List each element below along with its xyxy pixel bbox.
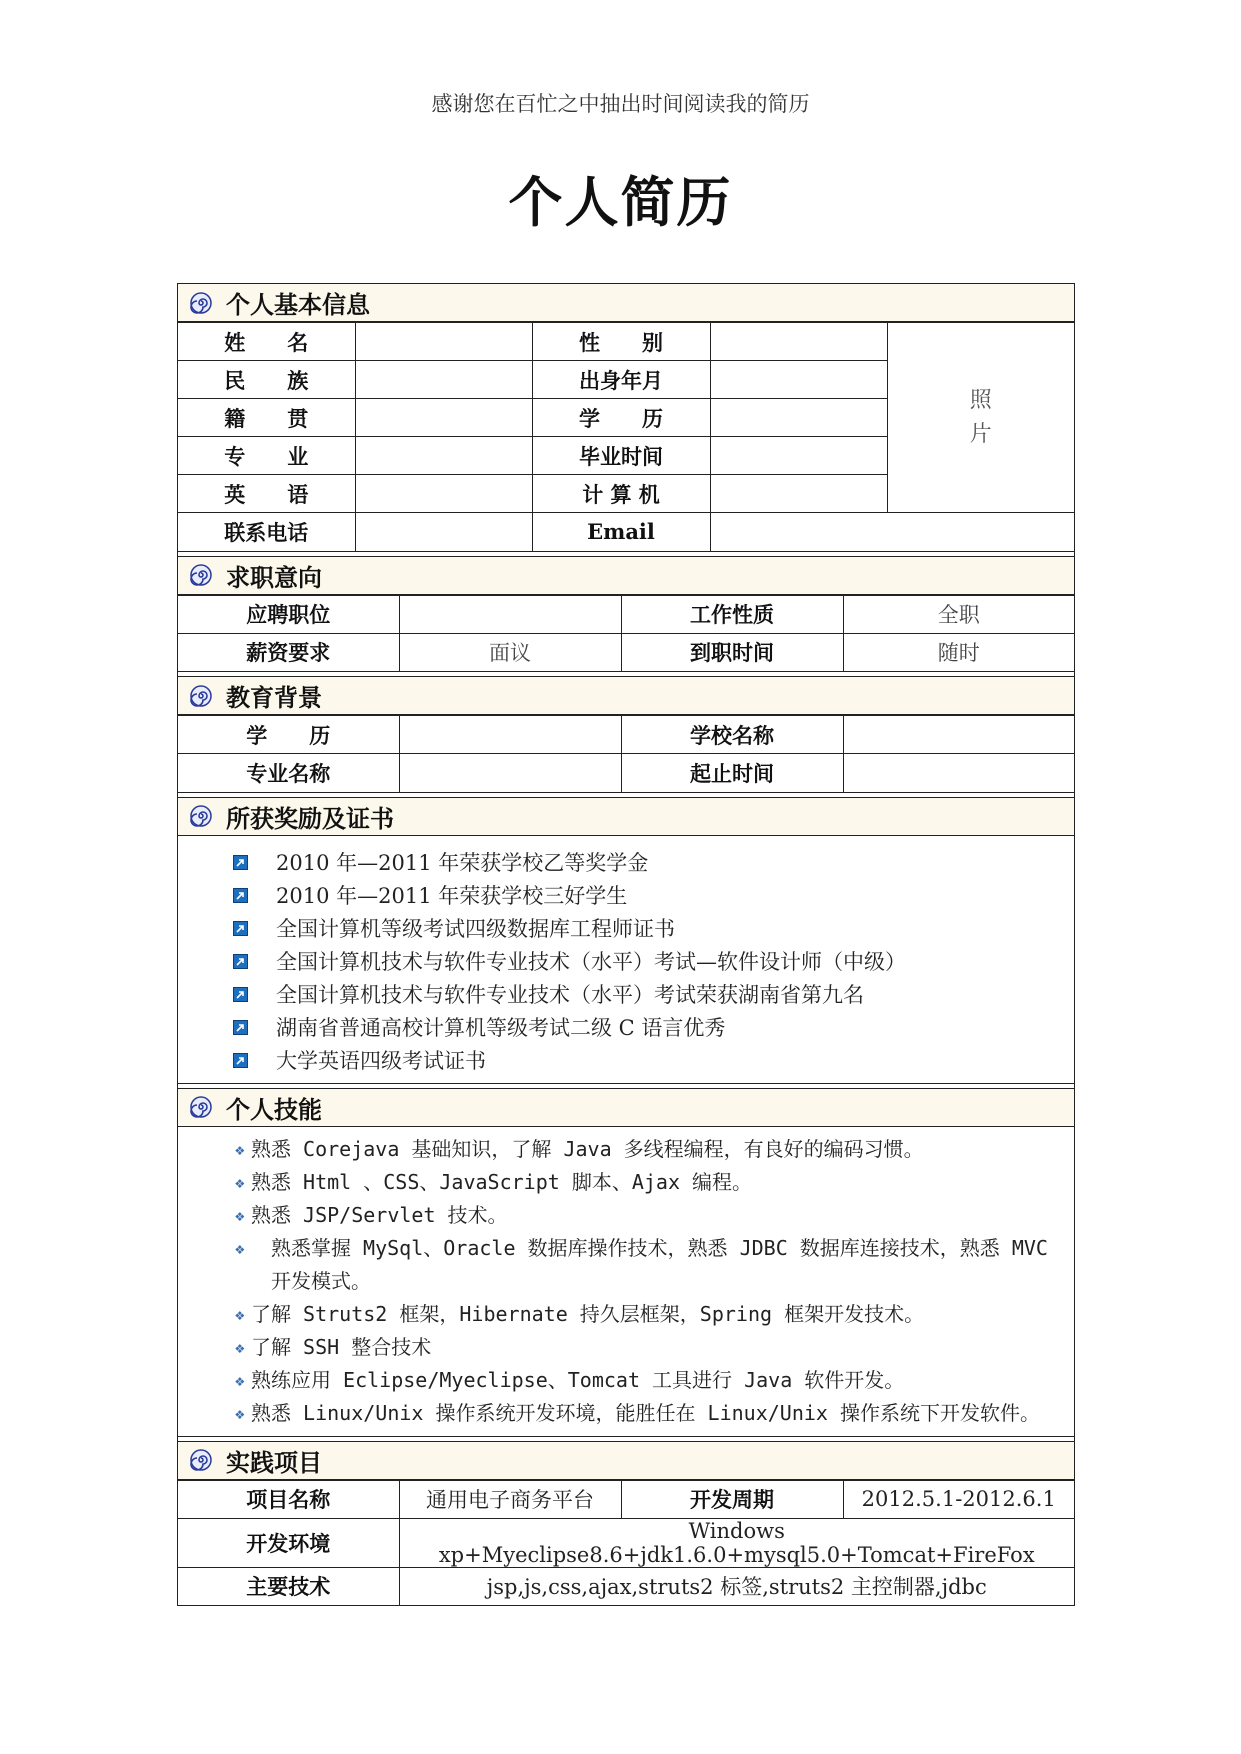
degree-field[interactable] <box>710 399 887 437</box>
field-label: 毕业时间 <box>532 437 710 475</box>
field-label: 起止时间 <box>621 754 843 792</box>
table-row <box>178 754 1074 792</box>
field-label: 英 语 <box>178 475 355 513</box>
awards-list <box>178 836 1074 1083</box>
gender-field[interactable] <box>710 323 887 361</box>
skill-text: 熟悉 Corejava 基础知识，了解 Java 多线程编程，有良好的编码习惯。 <box>251 1136 924 1161</box>
section-title-skills: 个人技能 <box>226 1094 322 1124</box>
salary-field[interactable]: 面议 <box>399 633 621 671</box>
skill-text: 熟悉 JSP/Servlet 技术。 <box>251 1202 508 1227</box>
job-intent-table <box>178 595 1074 672</box>
field-label: 性 别 <box>532 323 710 361</box>
diamond-bullet-icon: ❖ <box>235 1205 245 1225</box>
table-row <box>178 1480 1074 1518</box>
diamond-bullet-icon: ❖ <box>235 1337 245 1357</box>
field-label: 薪资要求 <box>178 633 399 671</box>
award-text: 全国计算机技术与软件专业技术（水平）考试荣获湖南省第九名 <box>276 983 864 1007</box>
field-label: 学 历 <box>178 716 399 754</box>
field-label: 学 历 <box>532 399 710 437</box>
field-label: 专业名称 <box>178 754 399 792</box>
table-row <box>178 513 1074 551</box>
project-table <box>178 1480 1074 1606</box>
school-name-field[interactable] <box>843 716 1074 754</box>
list-item <box>233 912 1074 945</box>
spiral-bullet-icon <box>190 292 212 314</box>
field-label: 应聘职位 <box>178 595 399 633</box>
arrow-box-bullet-icon <box>233 954 248 969</box>
field-label: 姓 名 <box>178 323 355 361</box>
field-label: 专 业 <box>178 437 355 475</box>
ethnicity-field[interactable] <box>355 361 532 399</box>
section-title-intent: 求职意向 <box>226 562 322 592</box>
page-title: 个人简历 <box>508 170 733 234</box>
arrow-box-bullet-icon <box>233 888 248 903</box>
field-label: 工作性质 <box>621 595 843 633</box>
graduation-date-field[interactable] <box>710 437 887 475</box>
section-title-project: 实践项目 <box>226 1447 322 1477</box>
major-field[interactable] <box>355 437 532 475</box>
arrow-box-bullet-icon <box>233 855 248 870</box>
skill-text: 了解 Struts2 框架，Hibernate 持久层框架，Spring 框架开发技术。 <box>251 1301 925 1326</box>
list-item <box>235 1331 1060 1364</box>
section-header-basic <box>178 284 1074 322</box>
arrow-box-bullet-icon <box>233 921 248 936</box>
list-item <box>233 1011 1074 1044</box>
field-label: 开发周期 <box>621 1480 843 1518</box>
section-header-intent <box>178 557 1074 595</box>
field-label: 籍 贯 <box>178 399 355 437</box>
spiral-bullet-icon <box>190 1449 212 1471</box>
table-row <box>178 716 1074 754</box>
skill-text: 熟悉 Html 、CSS、JavaScript 脚本、Ajax 编程。 <box>251 1169 753 1194</box>
position-field[interactable] <box>399 595 621 633</box>
table-row <box>178 633 1074 671</box>
photo-label-2: 片 <box>969 421 992 447</box>
english-field[interactable] <box>355 475 532 513</box>
phone-field[interactable] <box>355 513 532 551</box>
field-label: 主要技术 <box>178 1567 399 1605</box>
award-text: 大学英语四级考试证书 <box>276 1049 486 1073</box>
project-tech-field[interactable]: jsp,js,css,ajax,struts2 标签,struts2 主控制器,jdbc <box>399 1567 1074 1605</box>
field-label: 学校名称 <box>621 716 843 754</box>
skills-list <box>178 1127 1074 1436</box>
diamond-bullet-icon: ❖ <box>235 1370 245 1390</box>
photo-placeholder[interactable] <box>887 323 1074 513</box>
basic-info-table <box>178 322 1074 551</box>
section-header-skills <box>178 1089 1074 1127</box>
field-label: Email <box>532 513 710 551</box>
diamond-bullet-icon: ❖ <box>235 1139 245 1159</box>
section-header-project <box>178 1442 1074 1480</box>
list-item <box>233 978 1074 1011</box>
spiral-bullet-icon <box>190 685 212 707</box>
list-item <box>233 945 1074 978</box>
name-field[interactable] <box>355 323 532 361</box>
top-note: 感谢您在百忙之中抽出时间阅读我的简历 <box>431 92 810 116</box>
edu-degree-field[interactable] <box>399 716 621 754</box>
list-item <box>233 1044 1074 1077</box>
arrow-box-bullet-icon <box>233 1020 248 1035</box>
section-header-awards <box>178 798 1074 836</box>
section-header-education <box>178 677 1074 715</box>
table-row <box>178 323 1074 361</box>
list-item <box>235 1364 1060 1397</box>
diamond-bullet-icon: ❖ <box>235 1403 245 1423</box>
start-date-field[interactable]: 随时 <box>843 633 1074 671</box>
edu-major-field[interactable] <box>399 754 621 792</box>
native-place-field[interactable] <box>355 399 532 437</box>
project-period-field[interactable]: 2012.5.1-2012.6.1 <box>843 1480 1074 1518</box>
resume-form <box>177 283 1075 1606</box>
spiral-bullet-icon <box>190 1096 212 1118</box>
diamond-bullet-icon: ❖ <box>235 1238 245 1258</box>
award-text: 2010 年—2011 年荣获学校乙等奖学金 <box>276 851 649 875</box>
project-env-field[interactable]: Windows xp+Myeclipse8.6+jdk1.6.0+mysql5.0+Tomcat+FireFox <box>399 1518 1074 1567</box>
list-item <box>233 846 1074 879</box>
table-row <box>178 1518 1074 1567</box>
section-title-awards: 所获奖励及证书 <box>226 803 394 833</box>
arrow-box-bullet-icon <box>233 1053 248 1068</box>
diamond-bullet-icon: ❖ <box>235 1172 245 1192</box>
section-title-education: 教育背景 <box>226 683 322 712</box>
spiral-bullet-icon <box>190 805 212 827</box>
list-item <box>235 1232 1060 1298</box>
list-item <box>235 1397 1060 1430</box>
skill-text: 熟练应用 Eclipse/Myeclipse、Tomcat 工具进行 Java 软件开发。 <box>251 1367 905 1392</box>
list-item <box>235 1133 1060 1166</box>
list-item <box>235 1166 1060 1199</box>
list-item <box>235 1199 1060 1232</box>
field-label: 开发环境 <box>178 1518 399 1567</box>
field-label: 计 算 机 <box>532 475 710 513</box>
computer-field[interactable] <box>710 475 887 513</box>
project-name-field[interactable]: 通用电子商务平台 <box>399 1480 621 1518</box>
field-label: 联系电话 <box>178 513 355 551</box>
skill-text: 熟悉掌握 MySql、Oracle 数据库操作技术，熟悉 JDBC 数据库连接技术，熟悉 MVC 开发模式。 <box>271 1235 1048 1293</box>
field-label: 到职时间 <box>621 633 843 671</box>
list-item <box>233 879 1074 912</box>
edu-period-field[interactable] <box>843 754 1074 792</box>
award-text: 湖南省普通高校计算机等级考试二级 C 语言优秀 <box>276 1016 726 1040</box>
skill-text: 了解 SSH 整合技术 <box>251 1334 432 1359</box>
section-title-basic: 个人基本信息 <box>226 290 370 319</box>
award-text: 全国计算机等级考试四级数据库工程师证书 <box>276 917 675 941</box>
field-label: 出身年月 <box>532 361 710 399</box>
table-row <box>178 595 1074 633</box>
education-table <box>178 715 1074 792</box>
diamond-bullet-icon: ❖ <box>235 1304 245 1324</box>
award-text: 全国计算机技术与软件专业技术（水平）考试—软件设计师（中级） <box>276 950 906 974</box>
job-type-field[interactable]: 全职 <box>843 595 1074 633</box>
birth-date-field[interactable] <box>710 361 887 399</box>
spiral-bullet-icon <box>190 564 212 586</box>
skill-text: 熟悉 Linux/Unix 操作系统开发环境，能胜任在 Linux/Unix 操作系统下开发软件。 <box>251 1400 1040 1425</box>
field-label: 民 族 <box>178 361 355 399</box>
field-label: 项目名称 <box>178 1480 399 1518</box>
arrow-box-bullet-icon <box>233 987 248 1002</box>
list-item <box>235 1298 1060 1331</box>
email-field[interactable] <box>710 513 1074 551</box>
table-row <box>178 1567 1074 1605</box>
award-text: 2010 年—2011 年荣获学校三好学生 <box>276 884 628 908</box>
photo-label-1: 照 <box>969 387 992 413</box>
